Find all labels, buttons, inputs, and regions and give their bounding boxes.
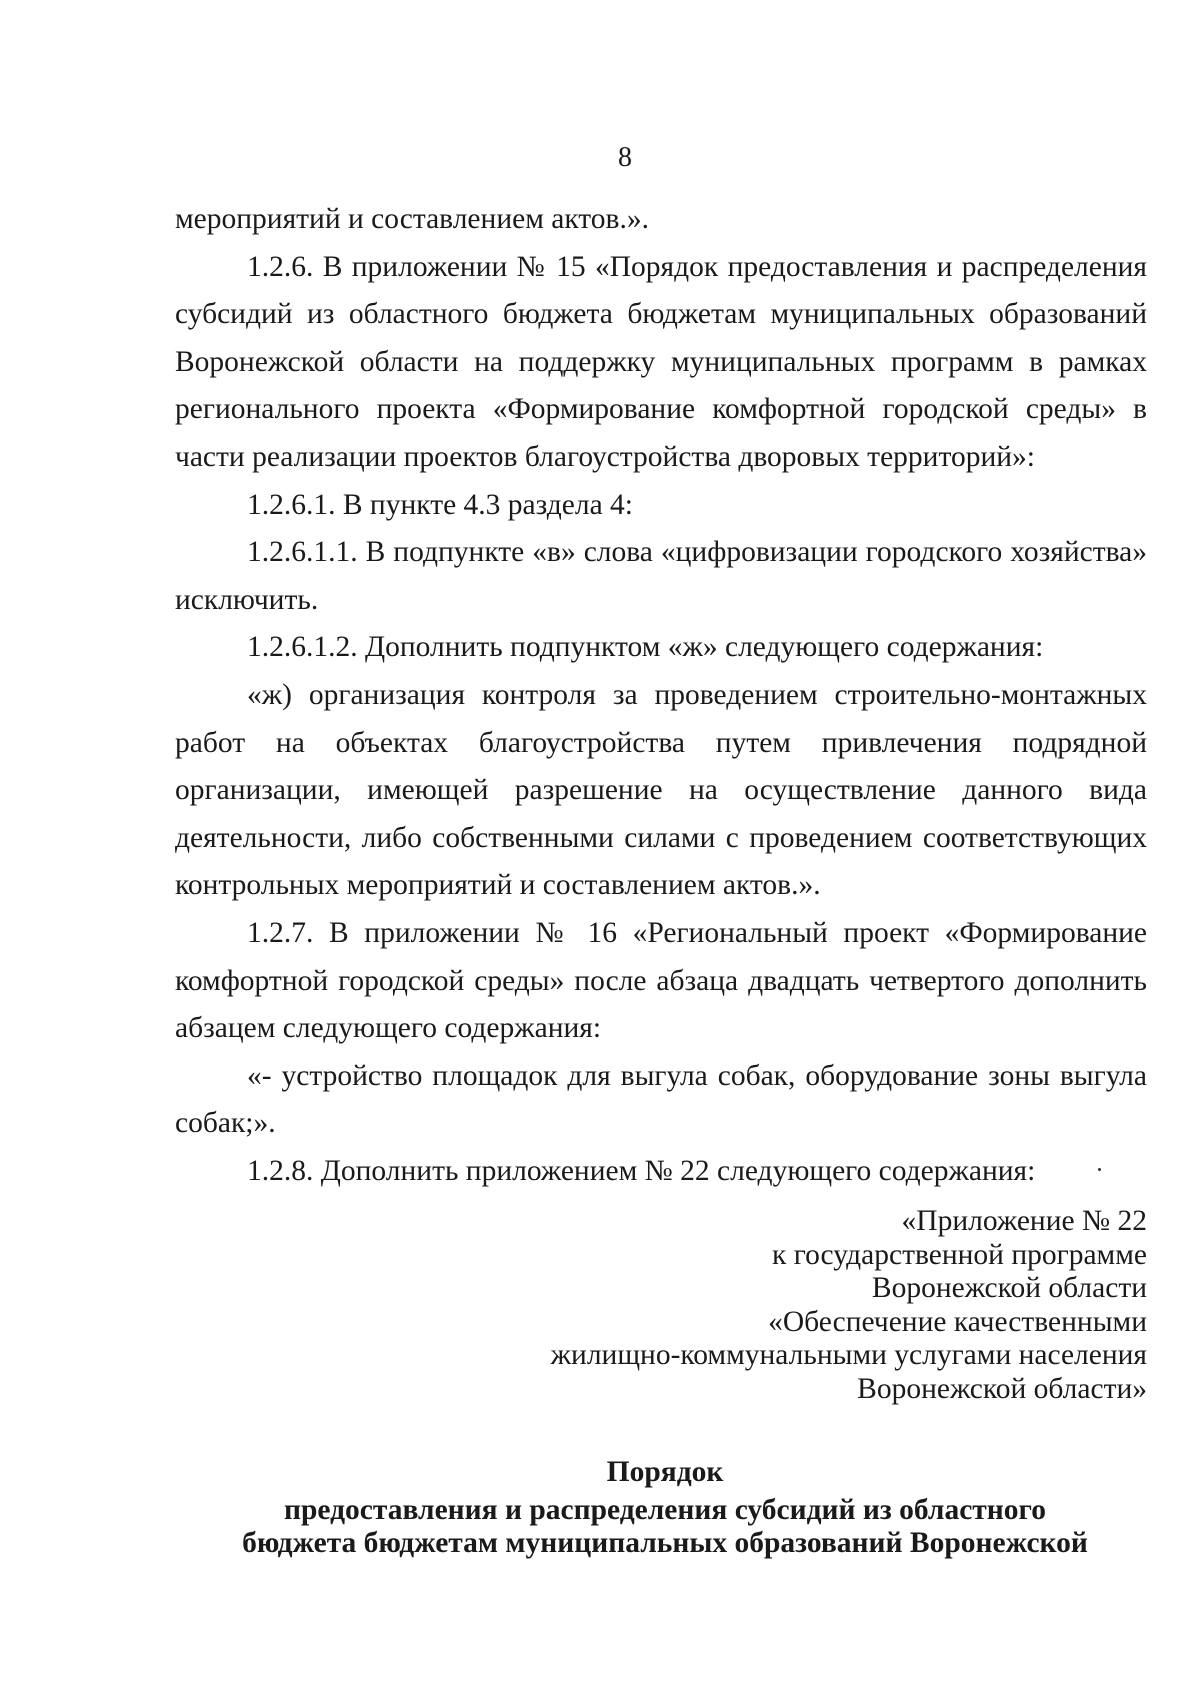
paragraph: мероприятий и составлением актов.». [175,203,649,235]
document-body [175,196,1147,1561]
paragraph: «ж) организация контроля за проведением строительно-монтажных работ на объектах благоустройства путем привлечения подрядной организации, имеющей разрешение на осуществление данного вида деятельности, либо собственными силами с проведением соответствующих контрольных мероприятий и составлением актов.». [175,678,1147,902]
appendix-line: Воронежской области» [857,1372,1147,1405]
appendix-line: к государственной программе [772,1238,1147,1271]
title-main: Порядок [606,1456,724,1489]
appendix-line: «Приложение № 22 [901,1205,1147,1238]
paragraph: «- устройство площадок для выгула собак, оборудование зоны выгула собак;». [175,1059,1147,1140]
scan-speck [1098,1168,1101,1171]
paragraph: 1.2.7. В приложении № 16 «Региональный проект «Формирование комфортной городской среды» после абзаца двадцать четвертого дополнить абзацем следующего содержания: [175,916,1147,1045]
appendix-line: «Обеспечение качественными [768,1305,1147,1338]
paragraph: 1.2.6. В приложении № 15 «Порядок предоставления и распределения субсидий из областного бюджета бюджетам муниципальных образований Воронежской области на поддержку муниципальных программ в рамках регионального проекта «Формирование комфортной городской среды» в части реализации проектов благоустройства дворовых территорий»: [175,250,1147,473]
paragraph: 1.2.8. Дополнить приложением № 22 следующего содержания: [247,1154,1036,1187]
title-line: бюджета бюджетам муниципальных образований Воронежской [242,1527,1088,1560]
title-line: предоставления и распределения субсидий из областного [284,1493,1046,1526]
paragraph: 1.2.6.1.2. Дополнить подпунктом «ж» следующего содержания: [247,631,1044,664]
paragraph: 1.2.6.1.1. В подпункте «в» слова «цифровизации городского хозяйства» исключить. [175,536,1147,616]
appendix-line: Воронежской области [871,1272,1147,1305]
section-title [175,1456,1147,1561]
appendix-line: жилищно-коммунальными услугами населения [550,1339,1147,1372]
paragraph: 1.2.6.1. В пункте 4.3 раздела 4: [247,488,634,521]
appendix-header [175,1205,1147,1406]
page-number: 8 [618,142,632,173]
